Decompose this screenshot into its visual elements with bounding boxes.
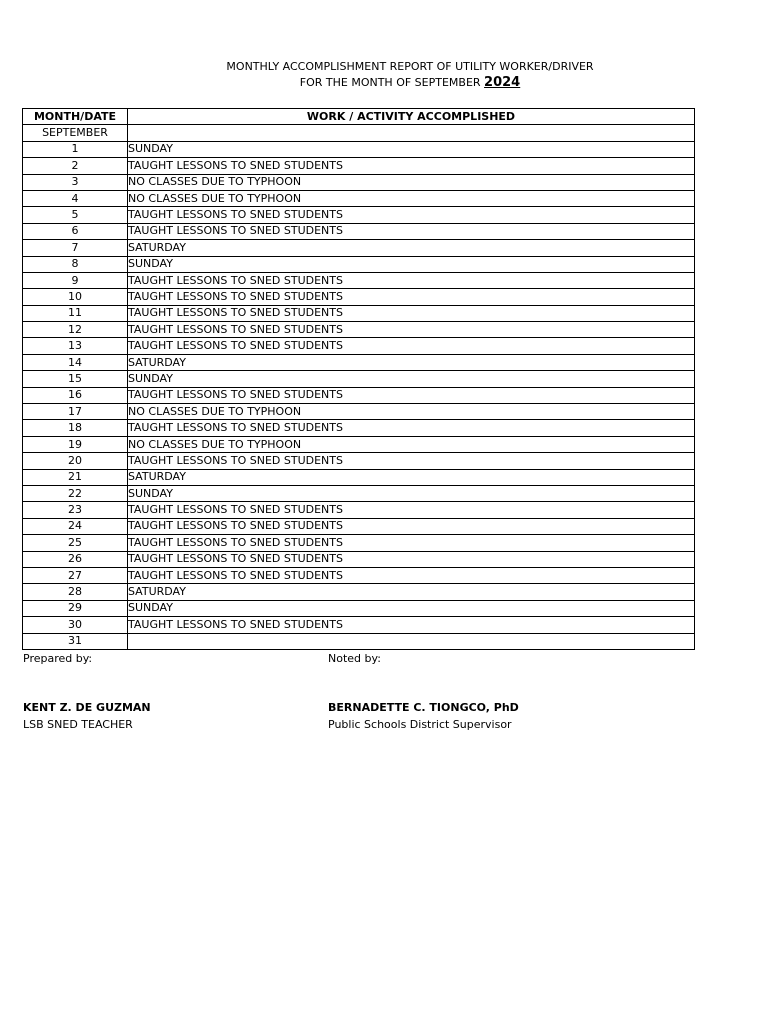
table-row [23,240,695,256]
month-work-cell [128,125,695,141]
date-cell: 15 [23,371,128,387]
date-cell: 22 [23,485,128,501]
report-subtitle [128,76,692,90]
activity-cell: TAUGHT LESSONS TO SNED STUDENTS [128,535,695,551]
table-row [23,469,695,485]
table-row [23,190,695,206]
date-cell: 24 [23,518,128,534]
activity-cell: TAUGHT LESSONS TO SNED STUDENTS [128,387,695,403]
activity-cell: TAUGHT LESSONS TO SNED STUDENTS [128,207,695,223]
column-header-work: WORK / ACTIVITY ACCOMPLISHED [128,109,695,125]
activity-cell [128,633,695,649]
activity-cell: TAUGHT LESSONS TO SNED STUDENTS [128,502,695,518]
date-cell: 12 [23,322,128,338]
activity-cell: TAUGHT LESSONS TO SNED STUDENTS [128,289,695,305]
table-row [23,518,695,534]
activity-cell: TAUGHT LESSONS TO SNED STUDENTS [128,420,695,436]
column-header-date: MONTH/DATE [23,109,128,125]
activity-cell: TAUGHT LESSONS TO SNED STUDENTS [128,617,695,633]
activity-cell: TAUGHT LESSONS TO SNED STUDENTS [128,305,695,321]
table-row [23,223,695,239]
report-month-label: FOR THE MONTH OF SEPTEMBER [299,76,481,89]
noter-name: BERNADETTE C. TIONGCO, PhD [328,701,519,714]
activity-cell: TAUGHT LESSONS TO SNED STUDENTS [128,322,695,338]
table-row [23,371,695,387]
noter-title: Public Schools District Supervisor [328,718,512,731]
table-row [23,551,695,567]
accomplishment-table [22,108,695,650]
table-row [23,502,695,518]
date-cell: 3 [23,174,128,190]
activity-cell: SATURDAY [128,240,695,256]
noted-by-label: Noted by: [328,652,381,665]
table-row [23,404,695,420]
table-row [23,256,695,272]
table-row [23,322,695,338]
table-row [23,272,695,288]
activity-cell: TAUGHT LESSONS TO SNED STUDENTS [128,567,695,583]
date-cell: 7 [23,240,128,256]
prepared-by-label: Prepared by: [23,652,93,665]
activity-cell: NO CLASSES DUE TO TYPHOON [128,404,695,420]
table-row [23,338,695,354]
table-row [23,305,695,321]
date-cell: 9 [23,272,128,288]
date-cell: 8 [23,256,128,272]
date-cell: 5 [23,207,128,223]
table-row [23,600,695,616]
date-cell: 2 [23,158,128,174]
table-row [23,617,695,633]
activity-cell: SUNDAY [128,256,695,272]
date-cell: 19 [23,436,128,452]
date-cell: 30 [23,617,128,633]
preparer-name: KENT Z. DE GUZMAN [23,701,151,714]
table-row [23,436,695,452]
table-header-row [23,109,695,125]
date-cell: 23 [23,502,128,518]
month-row [23,125,695,141]
table-row [23,535,695,551]
table-row [23,453,695,469]
activity-cell: TAUGHT LESSONS TO SNED STUDENTS [128,551,695,567]
activity-cell: TAUGHT LESSONS TO SNED STUDENTS [128,518,695,534]
activity-cell: TAUGHT LESSONS TO SNED STUDENTS [128,453,695,469]
date-cell: 6 [23,223,128,239]
activity-cell: TAUGHT LESSONS TO SNED STUDENTS [128,223,695,239]
table-body [23,125,695,650]
month-cell: SEPTEMBER [23,125,128,141]
activity-cell: TAUGHT LESSONS TO SNED STUDENTS [128,338,695,354]
activity-cell: NO CLASSES DUE TO TYPHOON [128,190,695,206]
activity-cell: SATURDAY [128,584,695,600]
activity-cell: SUNDAY [128,600,695,616]
date-cell: 31 [23,633,128,649]
activity-cell: SUNDAY [128,485,695,501]
activity-cell: TAUGHT LESSONS TO SNED STUDENTS [128,158,695,174]
table-row [23,141,695,157]
table-row [23,289,695,305]
activity-cell: NO CLASSES DUE TO TYPHOON [128,174,695,190]
table-row [23,387,695,403]
table-row [23,158,695,174]
activity-cell: SUNDAY [128,371,695,387]
date-cell: 28 [23,584,128,600]
table-row [23,584,695,600]
date-cell: 25 [23,535,128,551]
date-cell: 21 [23,469,128,485]
activity-cell: TAUGHT LESSONS TO SNED STUDENTS [128,272,695,288]
preparer-title: LSB SNED TEACHER [23,718,133,731]
date-cell: 16 [23,387,128,403]
table-row [23,420,695,436]
date-cell: 4 [23,190,128,206]
date-cell: 11 [23,305,128,321]
activity-cell: SATURDAY [128,469,695,485]
report-title: MONTHLY ACCOMPLISHMENT REPORT OF UTILITY WORKER/DRIVER [226,60,594,73]
table-row [23,207,695,223]
date-cell: 18 [23,420,128,436]
table-row [23,485,695,501]
date-cell: 27 [23,567,128,583]
date-cell: 26 [23,551,128,567]
table-row [23,567,695,583]
activity-cell: SUNDAY [128,141,695,157]
table-row [23,354,695,370]
table-row [23,174,695,190]
table-row [23,633,695,649]
activity-cell: SATURDAY [128,354,695,370]
date-cell: 14 [23,354,128,370]
report-year: 2024 [484,75,521,90]
date-cell: 10 [23,289,128,305]
date-cell: 13 [23,338,128,354]
date-cell: 29 [23,600,128,616]
date-cell: 20 [23,453,128,469]
date-cell: 1 [23,141,128,157]
date-cell: 17 [23,404,128,420]
activity-cell: NO CLASSES DUE TO TYPHOON [128,436,695,452]
